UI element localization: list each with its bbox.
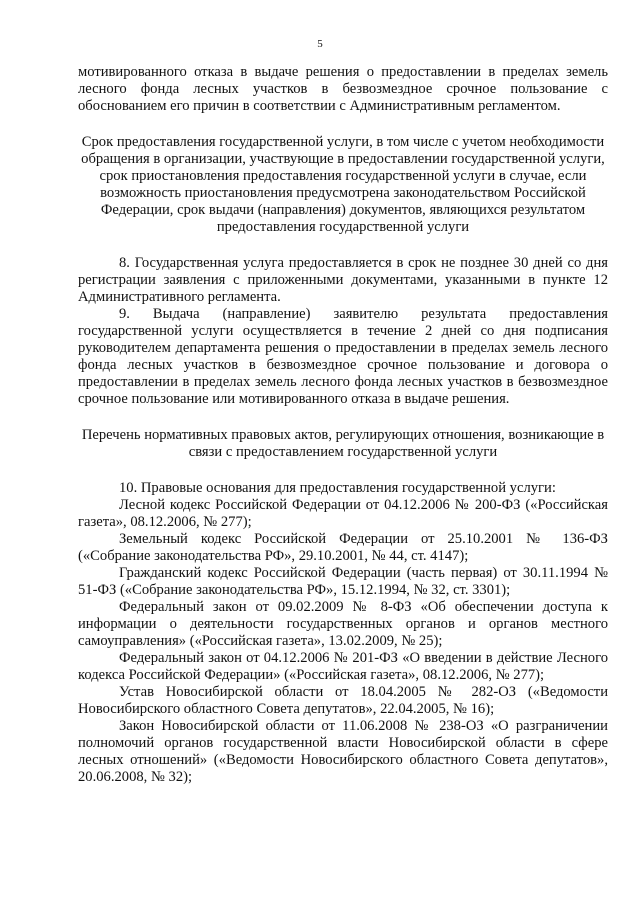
section-heading-legal-acts: Перечень нормативных правовых актов, регулирующих отношения, возникающие в связи с предоставлением государственной услуги bbox=[81, 427, 605, 460]
paragraph-10: 10. Правовые основания для предоставления государственной услуги: bbox=[119, 480, 556, 496]
legal-act-civil-code: Гражданский кодекс Российской Федерации (часть первая) от 30.11.1994 № 51-ФЗ («Собрание законодательства РФ», 15.12.1994, № 32, ст. 3301); bbox=[78, 565, 608, 598]
document-body bbox=[78, 64, 608, 786]
legal-act-forest-code: Лесной кодекс Российской Федерации от 04.12.2006 № 200-ФЗ («Российская газета», 08.12.2006, № 277); bbox=[78, 497, 608, 530]
legal-act-charter: Устав Новосибирской области от 18.04.2005 № 282-ОЗ («Ведомости Новосибирского областного Совета депутатов», 22.04.2005, № 16); bbox=[78, 684, 608, 717]
page-number: 5 bbox=[317, 38, 323, 50]
paragraph-8: 8. Государственная услуга предоставляется в срок не позднее 30 дней со дня регистрации заявления с приложенными документами, указанными в пункте 12 Административного регламента. bbox=[78, 255, 608, 305]
legal-act-fz-201: Федеральный закон от 04.12.2006 № 201-ФЗ «О введении в действие Лесного кодекса Российской Федерации» («Российская газета», 08.12.2006, № 277); bbox=[78, 650, 608, 683]
section-heading-deadlines: Срок предоставления государственной услуги, в том числе с учетом необходимости обращения в организации, участвующие в предоставлении государственной услуги, срок приостановления предоставления государственной услуги в случае, если возможность приостановления предусмотрена законодательством Российской Федерации, срок выдачи (направления) документов, являющихся результатом предоставления государственной услуги bbox=[81, 134, 605, 235]
legal-act-land-code: Земельный кодекс Российской Федерации от 25.10.2001 № 136-ФЗ («Собрание законодательства РФ», 29.10.2001, № 44, ст. 4147); bbox=[78, 531, 608, 564]
paragraph-9: 9. Выдача (направление) заявителю результата предоставления государственной услуги осуществляется в течение 2 дней со дня подписания руководителем департамента решения о предоставлении в пределах земель лесного фонда лесных участков в безвозмездное срочное пользование и договора о предоставлении в пределах земель лесного фонда лесных участков в безвозмездное срочное пользование или мотивированного отказа в выдаче решения. bbox=[78, 306, 608, 407]
legal-act-oz-238: Закон Новосибирской области от 11.06.2008 № 238-ОЗ «О разграничении полномочий органов государственной власти Новосибирской области в сфере лесных отношений» («Ведомости Новосибирского областного Совета депутатов», 20.06.2008, № 32); bbox=[78, 718, 608, 785]
paragraph-refusal-continuation: мотивированного отказа в выдаче решения о предоставлении в пределах земель лесного фонда лесных участков в безвозмездное срочное пользование с обоснованием его причин в соответствии с Административным регламентом. bbox=[78, 64, 608, 114]
legal-act-fz-8: Федеральный закон от 09.02.2009 № 8-ФЗ «Об обеспечении доступа к информации о деятельности государственных органов и органов местного самоуправления» («Российская газета», 13.02.2009, № 25); bbox=[78, 599, 608, 649]
